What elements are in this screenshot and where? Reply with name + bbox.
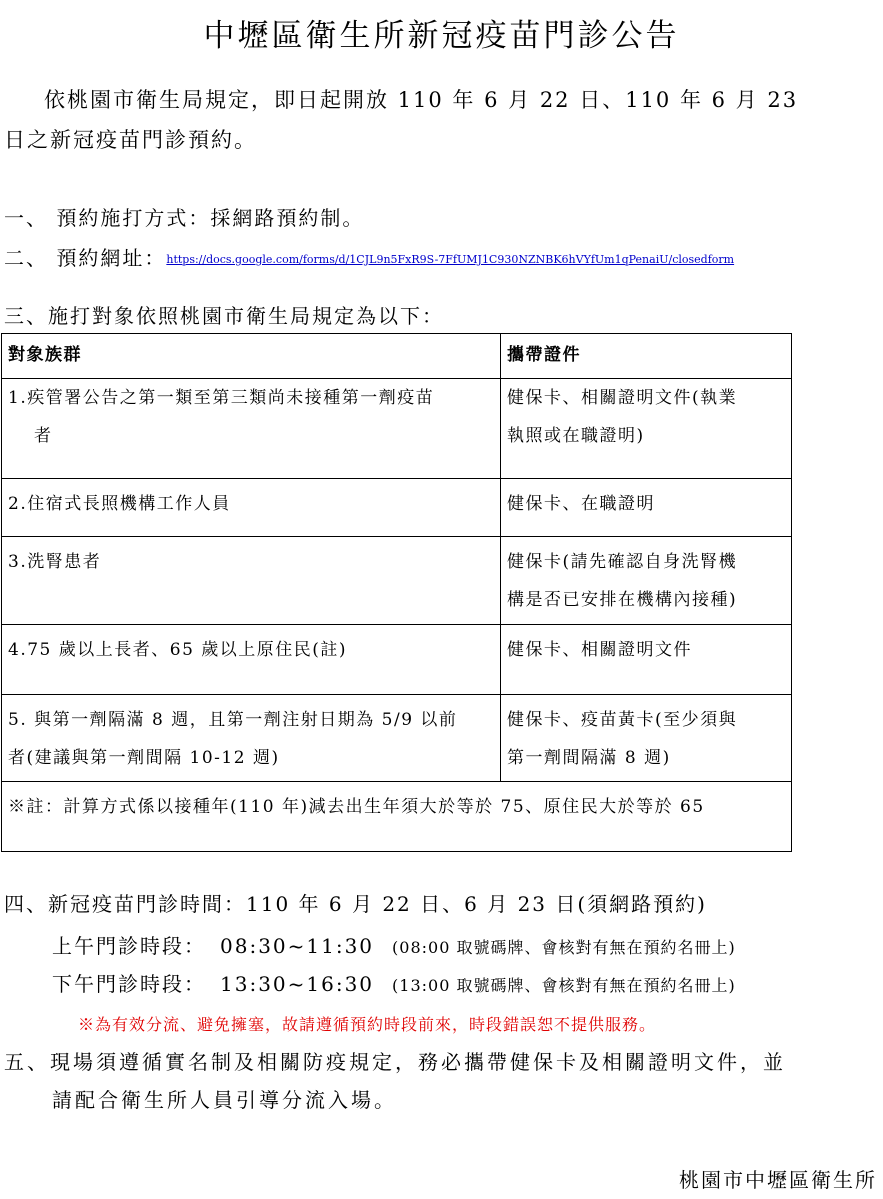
- docs-cell: 健保卡、相關證明文件: [501, 625, 792, 695]
- group-cell: 3.洗腎患者: [2, 537, 501, 625]
- group-cell: 4.75 歲以上長者、65 歲以上原住民(註): [2, 625, 501, 695]
- group-text-cont: 者(建議與第一劑間隔 10-12 週): [8, 748, 280, 768]
- header-docs: 攜帶證件: [501, 334, 792, 379]
- docs-text: 健保卡(請先確認自身洗腎機: [507, 552, 738, 572]
- warning-note: ※為有效分流、避免擁塞，故請遵循預約時段前來，時段錯誤恕不提供服務。: [78, 1015, 657, 1034]
- item-three: 三、施打對象依照桃園市衛生局規定為以下：: [4, 304, 444, 328]
- docs-cell: [501, 379, 792, 479]
- group-cell: [2, 695, 501, 782]
- pm-time: 13:30~16:30: [220, 972, 375, 996]
- signature: 桃園市中壢區衛生所: [679, 1168, 877, 1192]
- pm-note: (13:00 取號碼牌、會核對有無在預約名冊上): [392, 976, 736, 995]
- group-text: 5. 與第一劑隔滿 8 週，且第一劑注射日期為 5/9 以前: [8, 710, 458, 730]
- docs-text-cont: 執照或在職證明): [507, 426, 645, 446]
- docs-text-cont: 第一劑間隔滿 8 週): [507, 748, 671, 768]
- table-row: [2, 379, 792, 479]
- eligibility-table: [1, 333, 792, 852]
- pm-label: 下午門診時段：: [52, 972, 206, 996]
- intro-line-2: 日之新冠疫苗門診預約。: [4, 128, 257, 152]
- group-text-cont: [8, 417, 492, 455]
- item-one: 一、 預約施打方式：採網路預約制。: [4, 206, 365, 230]
- am-session: [52, 930, 736, 959]
- group-text: 1.疾管署公告之第一類至第三類尚未接種第一劑疫苗: [8, 388, 435, 408]
- docs-text: 健保卡、相關證明文件(執業: [507, 388, 738, 408]
- docs-text-cont: 構是否已安排在機構內接種): [507, 590, 738, 610]
- section-five-line-2: 請配合衛生所人員引導分流入場。: [52, 1088, 397, 1112]
- docs-cell: 健保卡、在職證明: [501, 479, 792, 537]
- group-text-tail: 者: [34, 426, 53, 446]
- docs-text: 健保卡、疫苗黃卡(至少須與: [507, 710, 738, 730]
- section-four-title: 四、新冠疫苗門診時間：110 年 6 月 22 日、6 月 23 日(須網路預約): [4, 892, 707, 916]
- group-cell: [2, 379, 501, 479]
- item-two: [4, 242, 734, 271]
- intro-line-1: 依桃園市衛生局規定，即日起開放 110 年 6 月 22 日、110 年 6 月 23: [44, 88, 799, 112]
- table-row: [2, 625, 792, 695]
- docs-cell: [501, 537, 792, 625]
- table-row: [2, 479, 792, 537]
- pm-session: [52, 968, 736, 997]
- table-note-row: [2, 782, 792, 852]
- page-title: 中壢區衛生所新冠疫苗門診公告: [203, 18, 680, 54]
- booking-url-link[interactable]: https://docs.google.com/forms/d/1CJL9n5FxR9S-7FfUMJ1C930NZNBK6hVYfUm1qPenaiU/closedform: [166, 253, 735, 266]
- header-group: 對象族群: [2, 334, 501, 379]
- docs-cell: [501, 695, 792, 782]
- table-row: [2, 695, 792, 782]
- section-five-line-1: 五、現場須遵循實名制及相關防疫規定，務必攜帶健保卡及相關證明文件，並: [4, 1050, 786, 1074]
- am-label: 上午門診時段：: [52, 934, 206, 958]
- group-cell: 2.住宿式長照機構工作人員: [2, 479, 501, 537]
- item-two-label: 二、 預約網址：: [4, 246, 167, 270]
- table-row: [2, 537, 792, 625]
- am-time: 08:30~11:30: [220, 934, 375, 958]
- am-note: (08:00 取號碼牌、會核對有無在預約名冊上): [392, 938, 736, 957]
- table-note: ※註：計算方式係以接種年(110 年)減去出生年須大於等於 75、原住民大於等於 65: [2, 782, 792, 852]
- table-header-row: [2, 334, 792, 379]
